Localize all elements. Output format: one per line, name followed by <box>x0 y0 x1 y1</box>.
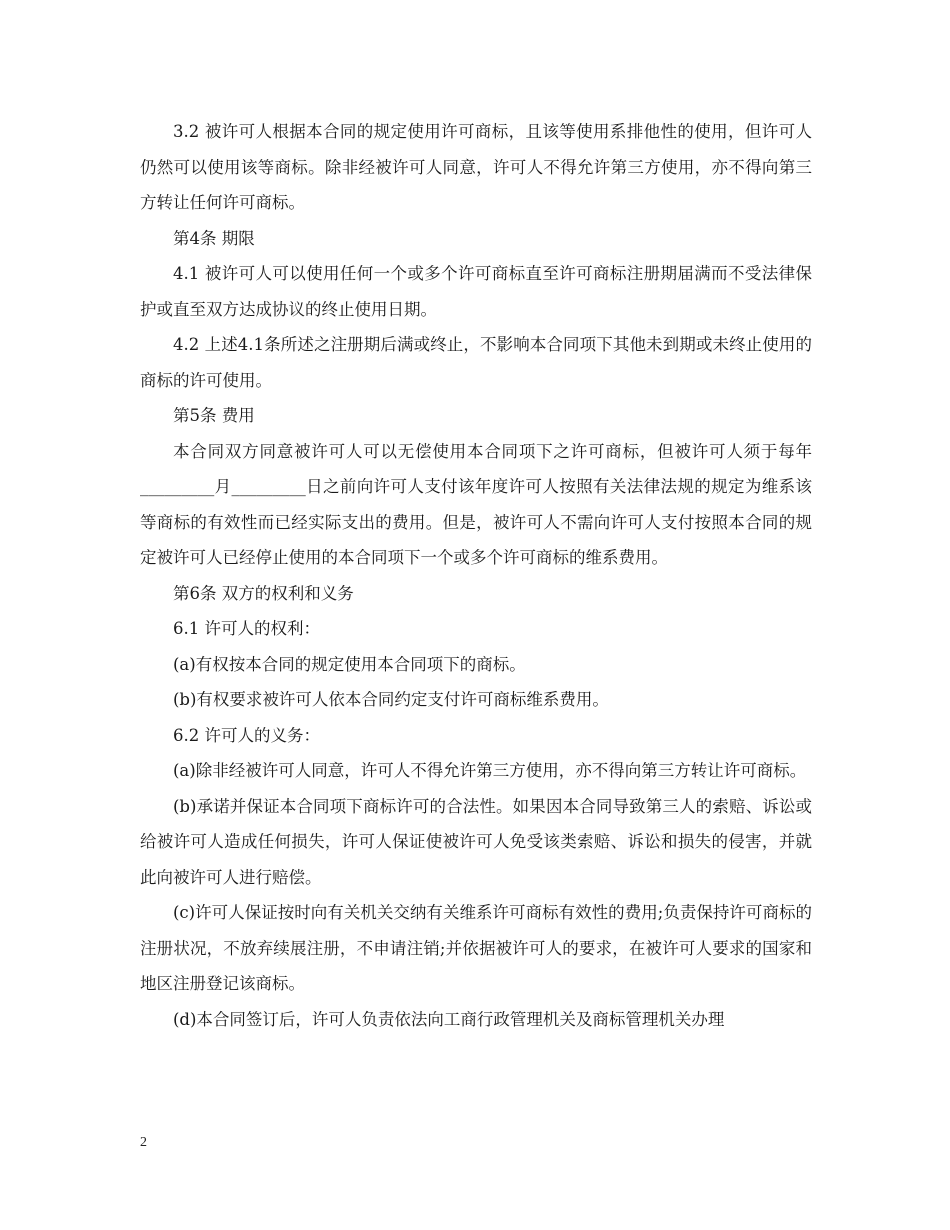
document-body <box>140 114 812 1037</box>
clause-6-1-a: (a)有权按本合同的规定使用本合同项下的商标。 <box>173 654 526 674</box>
clause-6-2-b: (b)承诺并保证本合同项下商标许可的合法性。如果因本合同导致第三人的索赔、诉讼或给被许可人造成任何损失，许可人保证使被许可人免受该类索赔、诉讼和损失的侵害，并就此向被许可人进行赔偿。 <box>140 796 812 887</box>
clause-6-1-b: (b)有权要求被许可人依本合同约定支付许可商标维系费用。 <box>173 690 609 709</box>
clause-4-1: 4.1 被许可人可以使用任何一个或多个许可商标直至许可商标注册期届满而不受法律保护或直至双方达成协议的终止使用日期。 <box>140 264 812 319</box>
clause-6-1-heading: 6.1 许可人的权利： <box>173 619 320 638</box>
clause-6-2-c: (c)许可人保证按时向有关机关交纳有关维系许可商标有效性的费用;负责保持许可商标的注册状况，不放弃续展注册，不申请注销;并依据被许可人的要求，在被许可人要求的国家和地区注册登记该商标。 <box>140 903 812 993</box>
clause-6-2-heading: 6.2 许可人的义务： <box>173 725 320 745</box>
article-5-body: 本合同双方同意被许可人可以无偿使用本合同项下之许可商标，但被许可人须于每年_________月_________日之前向许可人支付该年度许可人按照有关法律法规的规定为维系该等商标的有效性而已经实际支出的费用。但是，被许可人不需向许可人支付按照本合同的规定被许可人已经停止使用的本合同项下一个或多个许可商标的维系费用。 <box>140 441 812 567</box>
clause-6-2-a: (a)除非经被许可人同意，许可人不得允许第三方使用，亦不得向第三方转让许可商标。 <box>173 761 807 780</box>
article-6-heading: 第6条 双方的权利和义务 <box>173 583 354 603</box>
article-4-heading: 第4条 期限 <box>173 228 255 248</box>
article-5-heading: 第5条 费用 <box>173 406 255 425</box>
clause-6-2-d: (d)本合同签订后，许可人负责依法向工商行政管理机关及商标管理机关办理 <box>173 1009 725 1029</box>
page-number: 2 <box>140 1135 147 1150</box>
clause-4-2: 4.2 上述4.1条所述之注册期后满或终止，不影响本合同项下其他未到期或未终止使用的商标的许可使用。 <box>140 335 812 390</box>
clause-3-2: 3.2 被许可人根据本合同的规定使用许可商标，且该等使用系排他性的使用，但许可人仍然可以使用该等商标。除非经被许可人同意，许可人不得允许第三方使用，亦不得向第三方转让任何许可商标。 <box>140 122 812 212</box>
